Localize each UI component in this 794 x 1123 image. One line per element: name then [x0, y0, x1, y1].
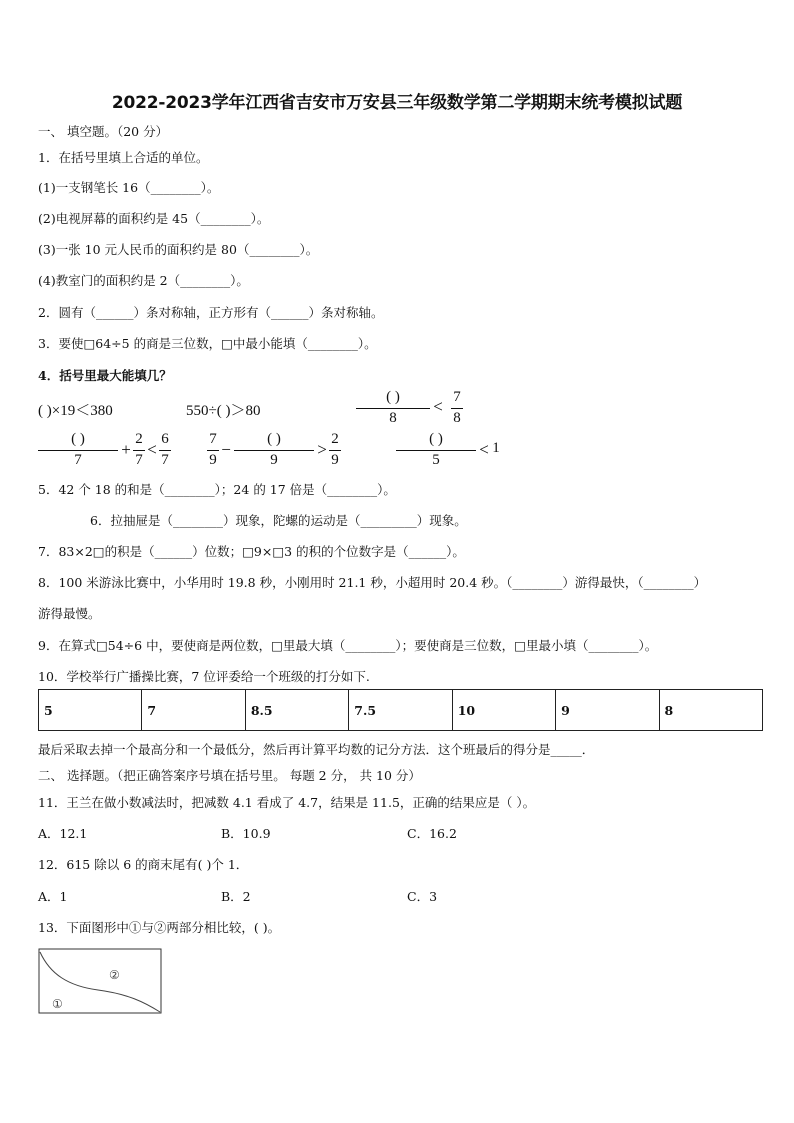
page-title: 2022-2023学年江西省吉安市万安县三年级数学第二学期期末统考模拟试题 [111, 93, 683, 113]
fraction-bar [396, 450, 476, 451]
table-row [39, 690, 763, 731]
q13-figure [38, 948, 164, 1016]
table-cell: 8 [659, 690, 762, 731]
question-3: 3．要使□64÷5 的商是三位数，□中最小能填（________）。 [38, 336, 377, 351]
q4-d-lt: < [147, 440, 157, 459]
fraction-bar [329, 450, 341, 451]
option-b: B．2 [221, 889, 251, 904]
q4-d-n6: 6 [161, 431, 169, 447]
question-1-4: (4)教室门的面积约是 2（________）。 [38, 273, 249, 288]
q4-e-d9b: 9 [270, 452, 278, 468]
option-b: B．10.9 [221, 826, 271, 841]
q4-e-gt: > [317, 440, 327, 459]
q4-d-numerator: ( ) [71, 431, 85, 447]
question-1-2: (2)电视屏幕的面积约是 45（________）。 [38, 211, 270, 226]
question-1: 1．在括号里填上合适的单位。 [38, 150, 209, 165]
question-6: 6．拉抽屉是（________）现象，陀螺的运动是（_________）现象。 [90, 513, 467, 528]
option-a: A．12.1 [38, 826, 88, 841]
question-1-3: (3)一张 10 元人民币的面积约是 80（________）。 [38, 242, 319, 257]
q4-d-d7a: 7 [135, 452, 143, 468]
option-a: A．1 [38, 889, 68, 904]
q4-expr-a: ( )×19＜380 [38, 403, 113, 419]
question-10: 10．学校举行广播操比赛，7 位评委给一个班级的打分如下. [38, 669, 370, 684]
table-cell: 7.5 [349, 690, 452, 731]
question-10-tail: 最后采取去掉一个最高分和一个最低分，然后再计算平均数的记分方法．这个班最后的得分是_____． [38, 742, 595, 757]
q4-e-n7: 7 [209, 431, 217, 447]
q4-c-lt: < [433, 397, 443, 416]
question-2: 2．圆有（______）条对称轴，正方形有（______）条对称轴。 [38, 305, 384, 320]
fraction-bar [159, 450, 171, 451]
question-13: 13．下面图形中①与②两部分相比较，( )。 [38, 920, 281, 935]
label-region-2: ② [109, 968, 120, 982]
q4-e-minus: − [221, 440, 231, 459]
scores-table [38, 689, 763, 731]
q4-d-plus: + [121, 440, 131, 459]
q4-e-numerator: ( ) [267, 431, 281, 447]
question-9: 9．在算式□54÷6 中，要使商是两位数，□里最大填（________）；要使商是三位数，□里最小填（________）。 [38, 638, 658, 653]
q4-f-one: 1 [492, 440, 500, 456]
table-cell: 9 [556, 690, 659, 731]
option-c: C．3 [407, 889, 438, 904]
q4-f-numerator: ( ) [429, 431, 443, 447]
question-1-1: (1)一支钢笔长 16（________）。 [38, 180, 220, 195]
table-cell: 8.5 [245, 690, 348, 731]
q4-expr-b: 550÷( )＞80 [186, 403, 261, 419]
q4-e-n2: 2 [331, 431, 339, 447]
q4-f-lt: < [479, 440, 489, 459]
q4-e-d9a: 9 [209, 452, 217, 468]
fraction-bar [234, 450, 314, 451]
fraction-bar [207, 450, 219, 451]
question-7: 7．83×2□的积是（______）位数；□9×□3 的积的个位数字是（______）。 [38, 544, 465, 559]
q4-c-rhs-num: 7 [453, 389, 461, 405]
table-cell: 7 [142, 690, 245, 731]
section-2-heading: 二、 选择题。（把正确答案序号填在括号里。 每题 2 分， 共 10 分） [38, 768, 421, 783]
label-region-1: ① [52, 997, 63, 1011]
question-4: 4．括号里最大能填几？ [38, 368, 172, 383]
question-8: 8．100 米游泳比赛中，小华用时 19.8 秒，小刚用时 21.1 秒，小超用时 20.4 秒。（________）游得最快，（________） [38, 575, 707, 590]
fraction-bar [451, 408, 463, 409]
question-12: 12．615 除以 6 的商末尾有( )个 1． [38, 857, 249, 872]
section-1-heading: 一、 填空题。（20 分） [38, 124, 169, 139]
fraction-bar [356, 408, 430, 409]
q4-c-rhs-den: 8 [453, 410, 461, 426]
q4-d-n2: 2 [135, 431, 143, 447]
q4-c-numerator: ( ) [386, 389, 400, 405]
option-c: C．16.2 [407, 826, 457, 841]
table-cell: 10 [452, 690, 555, 731]
q4-c-denominator: 8 [389, 410, 397, 426]
fraction-bar [38, 450, 118, 451]
question-8-cont: 游得最慢。 [38, 606, 101, 621]
question-5: 5．42 个 18 的和是（________）；24 的 17 倍是（________）。 [38, 482, 396, 497]
fraction-bar [133, 450, 145, 451]
q4-e-d9c: 9 [331, 452, 339, 468]
question-11: 11．王兰在做小数减法时，把减数 4.1 看成了 4.7，结果是 11.5，正确的结果应是（ ）。 [38, 795, 536, 810]
q4-d-d7b: 7 [161, 452, 169, 468]
q4-f-d5: 5 [432, 452, 440, 468]
table-cell: 5 [39, 690, 142, 731]
q4-d-denominator: 7 [74, 452, 82, 468]
